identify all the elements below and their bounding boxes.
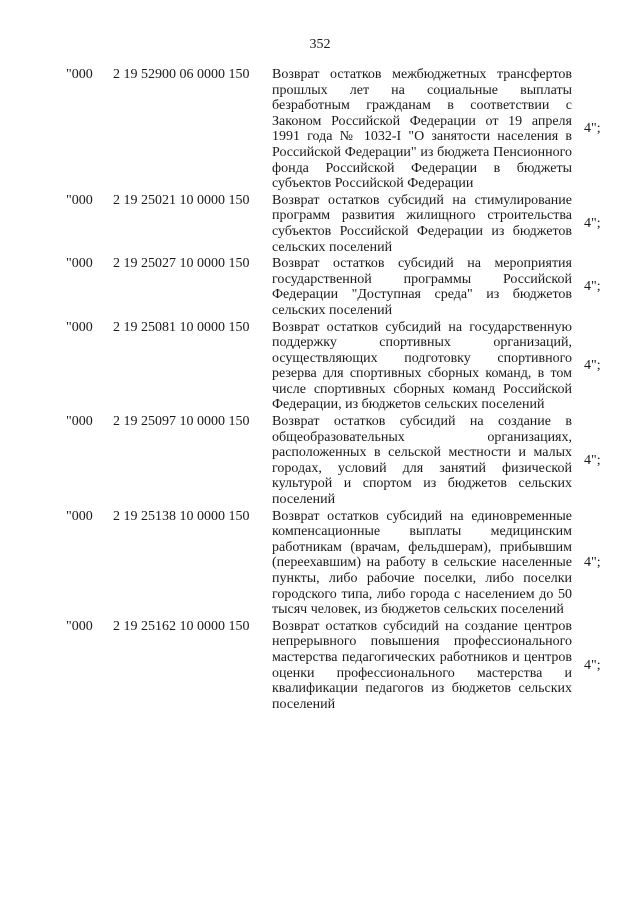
budget-code: 2 19 52900 06 0000 150 xyxy=(113,67,250,82)
row-prefix: "000 xyxy=(66,192,93,208)
row-suffix: 4"; xyxy=(584,279,601,295)
row-suffix: 4"; xyxy=(584,215,601,231)
budget-code: 2 19 25138 10 0000 150 xyxy=(113,508,250,524)
budget-code: 2 19 25027 10 0000 150 xyxy=(113,256,250,272)
row-prefix: "000 xyxy=(66,319,93,335)
budget-code: 2 19 25021 10 0000 150 xyxy=(113,192,250,208)
page-number: 352 xyxy=(309,37,331,52)
row-suffix: 4"; xyxy=(584,121,601,137)
row-suffix: 4"; xyxy=(584,555,601,571)
row-suffix: 4"; xyxy=(584,358,601,374)
row-description: Возврат остатков субсидий на мероприятия государственной программы Российской Федерации "Доступная среда" из бюджетов сельских поселений xyxy=(272,256,572,318)
code-table xyxy=(0,67,640,712)
row-description: Возврат остатков субсидий на единовременные компенсационные выплаты медицинским работникам (врачам, фельдшерам), прибывшим (переехавшим) на работу в сельские населенные пункты, либо рабочие поселки, либо поселки городского типа, либо города с населением до 50 тысяч человек, из бюджетов сельских поселений xyxy=(272,508,572,618)
budget-code: 2 19 25081 10 0000 150 xyxy=(113,319,250,335)
row-description: Возврат остатков субсидий на создание в общеобразовательных организациях, расположенных в сельской местности и малых городах, условий для занятий физической культурой и спортом из бюджетов сельских поселений xyxy=(272,414,572,508)
table-row xyxy=(0,619,640,713)
row-suffix: 4"; xyxy=(584,657,601,673)
row-prefix: "000 xyxy=(66,256,93,272)
budget-code: 2 19 25162 10 0000 150 xyxy=(113,618,250,634)
row-prefix: "000 xyxy=(66,414,93,430)
table-row xyxy=(0,509,640,618)
row-prefix: "000 xyxy=(66,618,93,634)
table-row xyxy=(0,67,640,192)
table-row xyxy=(0,256,640,318)
row-prefix: "000 xyxy=(66,67,93,82)
row-description: Возврат остатков субсидий на государственную поддержку спортивных организаций, осуществляющих подготовку спортивного резерва для спортивных сборных команд, в том числе спортивных сборных команд Российской Федерации, из бюджетов сельских поселений xyxy=(272,319,572,413)
row-description: Возврат остатков субсидий на стимулирование программ развития жилищного строительства субъектов Российской Федерации из бюджетов сельских поселений xyxy=(272,192,572,255)
table-row xyxy=(0,193,640,255)
row-prefix: "000 xyxy=(66,508,93,524)
row-suffix: 4"; xyxy=(584,452,601,468)
budget-code: 2 19 25097 10 0000 150 xyxy=(113,414,250,430)
row-description: Возврат остатков субсидий на создание центров непрерывного повышения профессионального мастерства педагогических работников и центров оценки профессионального мастерства и квалификации педагогов из бюджетов сельских поселений xyxy=(272,618,572,712)
row-description: Возврат остатков межбюджетных трансфертов прошлых лет на социальные выплаты безработным гражданам в соответствии с Законом Российской Федерации от 19 апреля 1991 года № 1032-I "О занятости населения в Российской Федерации" из бюджета Пенсионного фонда Российской Федерации в бюджеты субъектов Российской Федерации xyxy=(272,67,572,192)
table-row xyxy=(0,414,640,508)
table-row xyxy=(0,320,640,414)
